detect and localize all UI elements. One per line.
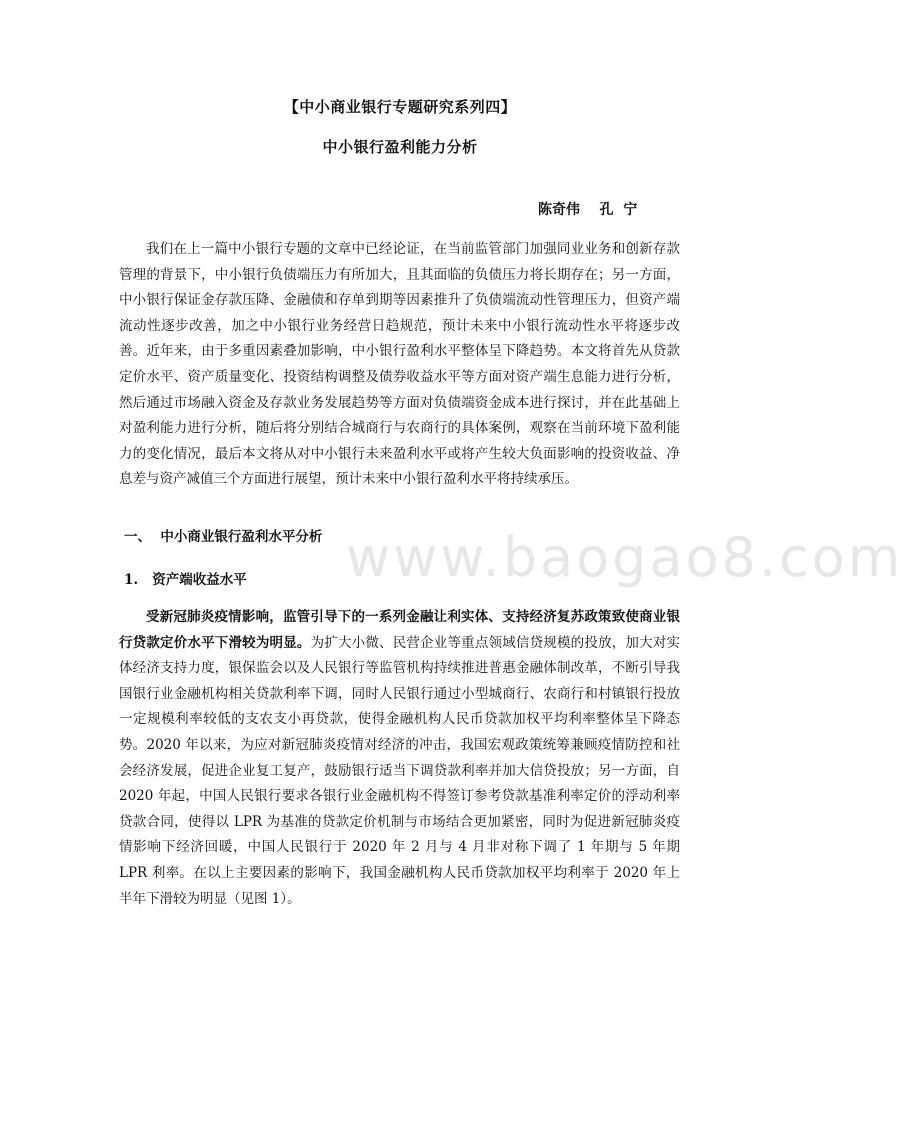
authors: 陈奇伟 孔 宁 bbox=[538, 202, 638, 218]
series-title: 【中小商业银行专题研究系列四】 bbox=[283, 98, 517, 116]
intro-paragraph: 我们在上一篇中小银行专题的文章中已经论证，在当前监管部门加强同业业务和创新存款管理的背景下，中小银行负债端压力有所加大，且其面临的负债压力将长期存在；另一方面，中小银行保证金存款压降、金融债和存单到期等因素推升了负债端流动性管理压力，但资产端流动性逐步改善，加之中小银行业务经营日趋规范，预计未来中小银行流动性水平将逐步改善。近年来，由于多重因素叠加影响，中小银行盈利水平整体呈下降趋势。本文将首先从贷款定价水平、资产质量变化、投资结构调整及债券收益水平等方面对资产端生息能力进行分析，然后通过市场融入资金及存款业务发展趋势等方面对负债端资金成本进行探讨，并在此基础上对盈利能力进行分析，随后将分别结合城商行与农商行的具体案例，观察在当前环境下盈利能力的变化情况，最后本文将从对中小银行未来盈利水平或将产生较大负面影响的投资收益、净息差与资产减值三个方面进行展望，预计未来中小银行盈利水平将持续承压。 bbox=[119, 241, 680, 488]
document-title: 中小银行盈利能力分析 bbox=[322, 138, 478, 156]
section-heading: 一、 中小商业银行盈利水平分析 bbox=[124, 529, 323, 545]
watermark: www.baogao8.com bbox=[346, 526, 903, 589]
paragraph-body: 为扩大小微、民营企业等重点领域信贷规模的投放，加大对实体经济支持力度，银保监会以及人民银行等监管机构持续推进普惠金融体制改革，不断引导我国银行业金融机构相关贷款利率下调，同时人民银行通过小型城商行、农商行和村镇银行投放一定规模利率较低的支农支小再贷款，使得金融机构人民币贷款加权平均利率整体呈下降态势。2020 年以来，为应对新冠肺炎疫情对经济的冲击，我国宏观政策统筹兼顾疫情防控和社会经济发展，促进企业复工复产，鼓励银行适当下调贷款利率并加大信贷投放；另一方面，自 2020 年起，中国人民银行要求各银行业金融机构不得签订参考贷款基准利率定价的浮动利率贷款合同，使得以 LPR 为基准的贷款定价机制与市场结合更加紧密，同时为促进新冠肺炎疫情影响下经济回暖，中国人民银行于 2020 年 2 月与 4 月非对称下调了 1 年期与 5 年期 LPR 利率。在以上主要因素的影响下，我国金融机构人民币贷款加权平均利率于 2020 年上半年下滑较为明显（见图 1）。 bbox=[119, 634, 680, 907]
subsection-heading: 1. 资产端收益水平 bbox=[124, 572, 247, 588]
paragraph-lead-sentence: 受新冠肺炎疫情影响，监管引导下的一系列金融让利实体、支持经济复苏政策致使商业银行贷款定价水平下滑较为明显。 bbox=[119, 609, 680, 651]
section-paragraph bbox=[119, 605, 680, 912]
